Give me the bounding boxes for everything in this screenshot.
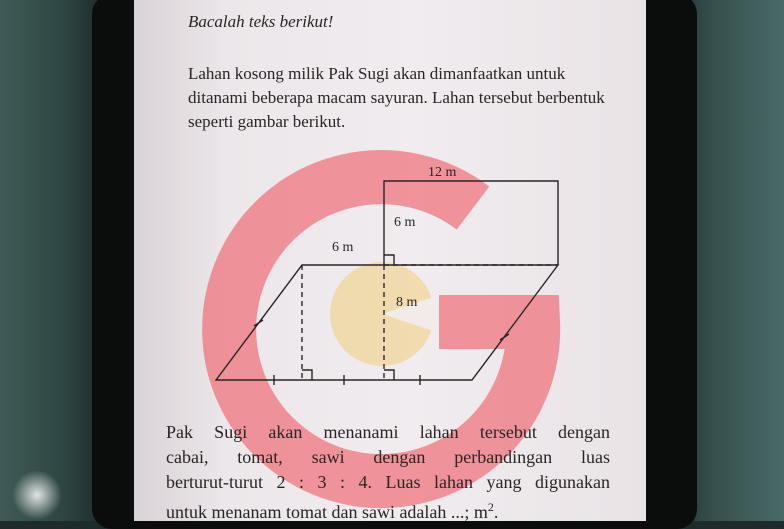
question-line: berturut-turut 2 : 3 : 4. Luas lahan yang digunakan — [166, 472, 610, 492]
question-line: cabai, tomat, sawi dengan perbandingan luas — [166, 447, 610, 467]
right-angle-mark-top — [384, 255, 394, 265]
label-rect-height: 6 m — [394, 215, 416, 230]
right-angle-mark-bottom — [384, 370, 394, 380]
label-top-segment: 6 m — [332, 240, 354, 255]
question-line-last — [166, 495, 610, 521]
question-paragraph — [166, 420, 610, 521]
unit-superscript: 2 — [487, 500, 494, 514]
instruction-heading: Bacalah teks berikut! — [188, 12, 334, 31]
question-line-end: . — [493, 502, 499, 521]
intro-paragraph: Lahan kosong milik Pak Sugi akan dimanfaatkan untuk ditanami beberapa macam sayuran. Lahan tersebut berbentuk seperti gambar berikut. — [188, 64, 605, 131]
label-top-width: 12 m — [428, 165, 457, 180]
question-line-text: untuk menanam tomat dan sawi adalah ...; m — [166, 502, 488, 521]
light-glare — [12, 470, 62, 520]
label-height: 8 m — [396, 295, 418, 310]
parallelogram-outline — [216, 265, 558, 380]
phone-screen[interactable] — [134, 0, 646, 521]
question-line: Pak Sugi akan menanami lahan tersebut dengan — [166, 422, 610, 442]
side-tick-right — [500, 334, 509, 340]
side-tick-left — [254, 320, 263, 326]
right-angle-mark-left — [302, 370, 312, 380]
